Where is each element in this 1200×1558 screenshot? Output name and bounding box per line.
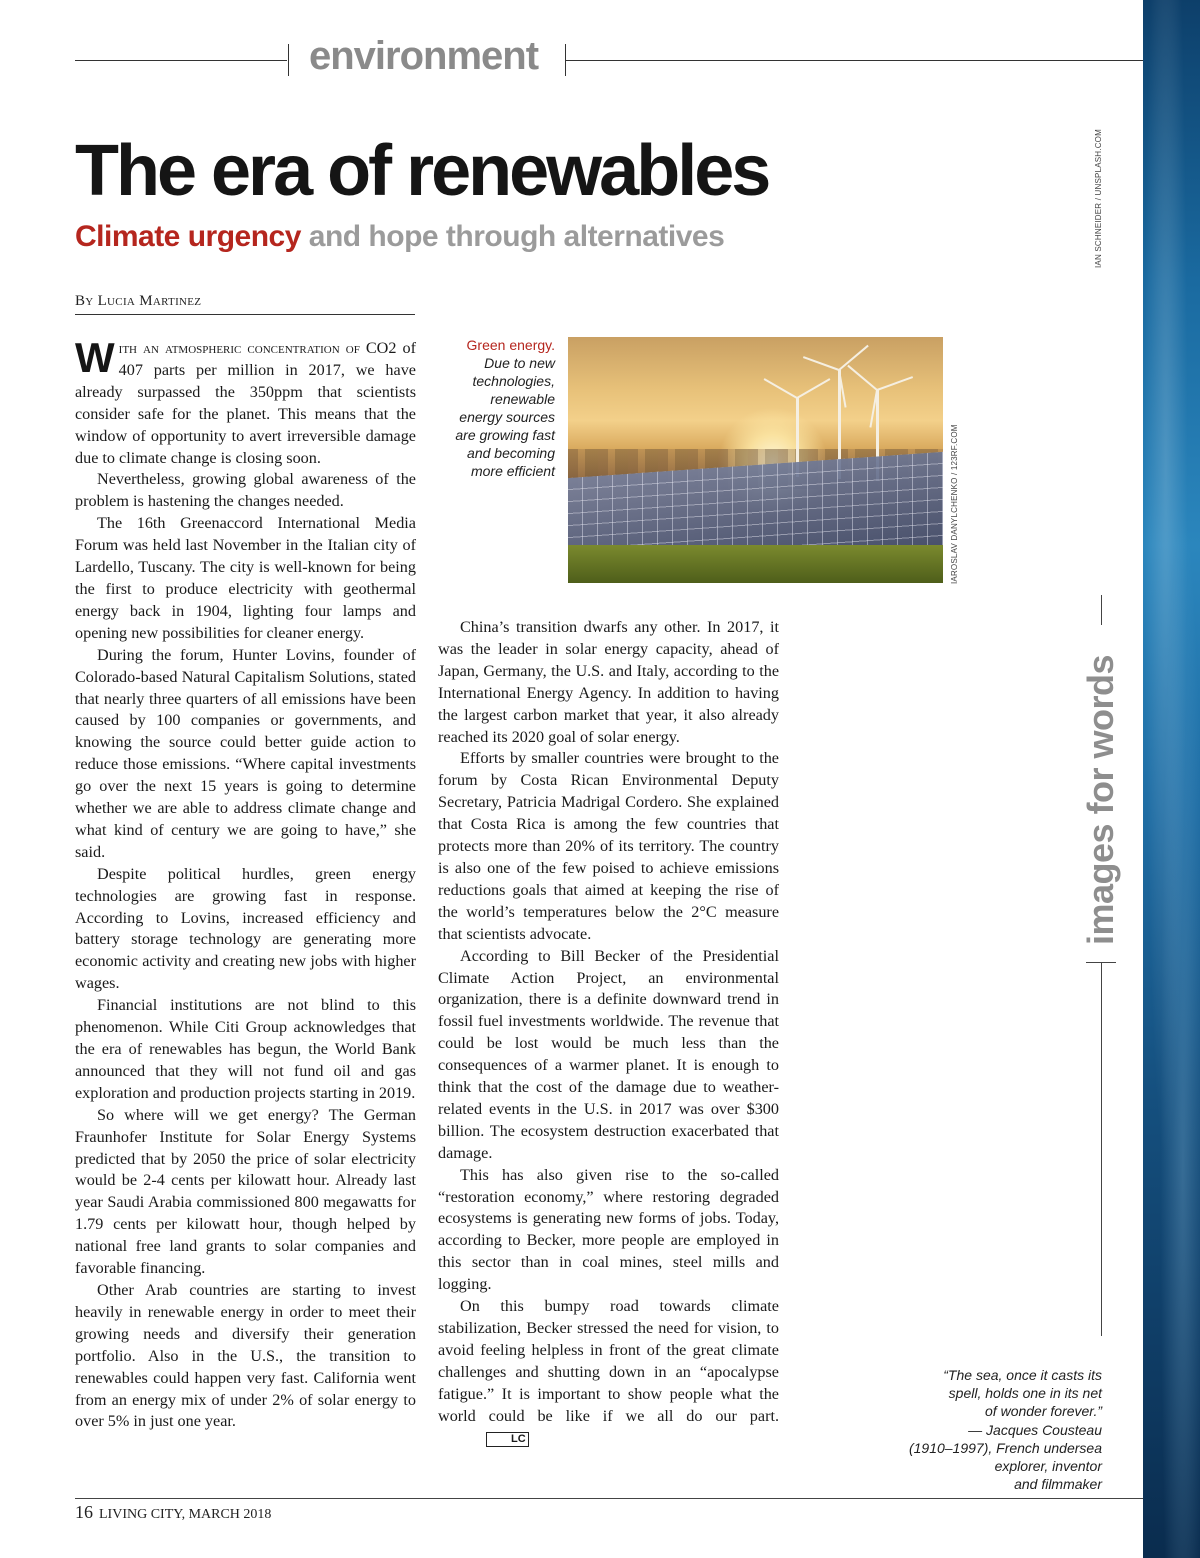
footer-rule	[75, 1498, 1143, 1499]
quote-attribution: (1910–1997), French undersea	[908, 1439, 1102, 1456]
caption-lead: Green energy.	[466, 337, 555, 353]
quote-line: spell, holds one in its net	[948, 1385, 1102, 1402]
article-paragraph: Efforts by smaller countries were brought to the forum by Costa Rican Environmental Deputy Secretary, Patricia Madrigal Cordero. She explained that Costa Rica is among the few countries that protects more than 20% of its territory. The country is also one of the few poised to achieve emissions reductions goals that aimed at keeping the rise of the world’s temperatures below the 2°C measure that scientists advocate.	[438, 749, 779, 943]
article-paragraph	[438, 1296, 779, 1449]
sidebar-rule-bottom	[1101, 962, 1102, 1336]
wind-turbine-blade	[847, 365, 877, 391]
article-paragraph: Despite political hurdles, green energy technologies are growing fast in response. According to Lovins, increased efficiency and battery storage technology are generating more economic activity and creating new jobs with higher wages.	[75, 864, 416, 993]
wind-turbine-blade	[764, 378, 798, 399]
caption-line: Due to new	[484, 355, 555, 371]
publication-line: LIVING CITY, MARCH 2018	[99, 1507, 272, 1522]
grass-field	[568, 545, 943, 583]
article-paragraph: So where will we get energy? The German Fraunhofer Institute for Solar Energy Systems predicted that by 2050 the price of solar electricity would be 2-4 cents per kilowatt hour. Already last year Saudi Arabia commissioned 800 megawatts for 1.79 cents per kilowatt hour, though helped by national free land grants to solar companies and favorable financing.	[75, 1105, 416, 1278]
wind-turbine-blade	[797, 378, 831, 399]
quote-attribution: and filmmaker	[1014, 1476, 1102, 1493]
article-paragraph: Other Arab countries are starting to invest heavily in renewable energy in order to meet their growing needs and diversify their generation portfolio. Also in the U.S., the transition to renewables could happen very fast. California went from an energy mix of under 2% of solar energy to over 5% in just one year.	[75, 1280, 416, 1431]
photo-caption	[438, 336, 555, 480]
quote-attribution: — Jacques Cousteau	[968, 1421, 1102, 1438]
article-paragraph: Nevertheless, growing global awareness of the problem is hastening the changes needed.	[75, 470, 416, 511]
article-column-1	[75, 334, 416, 1433]
caption-line: renewable	[490, 391, 555, 407]
subheadline	[75, 220, 724, 254]
section-tick-left	[288, 44, 289, 76]
caption-line: are growing fast	[455, 427, 555, 443]
article-column-2	[438, 617, 779, 1449]
headline: The era of renewables	[75, 131, 769, 211]
caption-line: technologies,	[472, 373, 555, 389]
article-paragraph: The 16th Greenaccord International Media Forum was held last November in the Italian city of Lardello, Tuscany. The city is well-known for being the first to produce electricity with geothermal energy back in 1904, lighting four lamps and opening new possibilities for cleaner energy.	[75, 514, 416, 642]
caption-line: energy sources	[459, 409, 555, 425]
sidebar-rule-top	[1101, 595, 1102, 625]
article-paragraph: China’s transition dwarfs any other. In 2017, it was the leader in solar energy capacity, ahead of Japan, Germany, the U.S. and Italy, according to the International Energy Agency. In addition to having the largest carbon market that year, it also already reached its 2020 goal of solar energy.	[438, 618, 779, 746]
page-footer	[75, 1502, 271, 1523]
lead-paragraph-text: CO2 of 407 parts per million in 2017, we have already surpassed the 350ppm that scientists consider safe for the planet. This means that the window of opportunity to avert irreversible damage due to climate change is closing soon.	[75, 339, 416, 467]
closing-paragraph-text: On this bumpy road towards climate stabilization, Becker stressed the need for vision, to avoid feeling helpless in front of the great climate challenges and shutting down in an “apocalypse fatigue.” It is important to show people what the world could be like if we all do our part.	[438, 1297, 779, 1425]
article-paragraph: According to Bill Becker of the Presidential Climate Action Project, an environmental organization, there is a definite downward trend in fossil fuel investments worldwide. The revenue that could be lost would be much less than the consequences of a warmer planet. It is enough to think that the cost of the damage due to weather-related events in the U.S. in 2017 was over $300 billion. The ecosystem destruction exacerbated that damage.	[438, 946, 779, 1162]
article-paragraph: This has also given rise to the so-called “restoration economy,” where restoring degraded ecosystems is generating new forms of jobs. Today, according to Becker, more people are employed in this sector than in coal mines, steel mills and logging.	[438, 1165, 779, 1294]
page-number: 16	[75, 1502, 93, 1522]
article-paragraph: Financial institutions are not blind to this phenomenon. While Citi Group acknowledges that the era of renewables has begun, the World Bank announced that they will not fund oil and gas exploration and production projects starting in 2019.	[75, 996, 416, 1102]
wind-turbine-blade	[838, 345, 868, 371]
wind-turbine-blade	[803, 356, 839, 371]
caption-line: and becoming	[467, 445, 555, 461]
quote-line: “The sea, once it casts its	[943, 1367, 1102, 1383]
ocean-photo-strip	[1143, 0, 1200, 1558]
caption-line: more efficient	[470, 463, 555, 479]
article-paragraph: During the forum, Hunter Lovins, founder of Colorado-based Natural Capitalism Solutions, stated that nearly three quarters of all emissions have been caused by 100 companies or governments, and knowing the source could better guide action to reduce those emissions. “Where capital investments go over the next 15 years is going to determine whether we are able to address climate change and what kind of century we are going to have,” she said.	[75, 645, 416, 861]
subhead-rest: and hope through alternatives	[300, 220, 725, 253]
quote-line: of wonder forever.”	[985, 1403, 1102, 1420]
lead-in-smallcaps: ith an atmospheric concentration of	[118, 339, 360, 357]
wind-turbine-blade	[796, 398, 798, 436]
byline: By Lucia Martinez	[75, 293, 415, 315]
solar-photo-credit: IAROSLAV DANYLCHENKO / 123RF.COM	[950, 424, 959, 584]
solar-farm-photo	[568, 337, 943, 583]
cousteau-quote	[870, 1366, 1102, 1493]
article-paragraph	[75, 334, 416, 469]
section-label: environment	[309, 34, 539, 78]
top-photo-credit: IAN SCHNEIDER / UNSPLASH.COM	[1094, 129, 1103, 268]
section-rule-right	[566, 60, 1143, 61]
drop-cap: W	[75, 334, 115, 381]
quote-attribution: explorer, inventor	[994, 1458, 1102, 1475]
subhead-accent: Climate urgency	[75, 220, 301, 253]
living-city-end-mark: LC	[486, 1432, 529, 1447]
section-rule-left	[75, 60, 287, 61]
sidebar-label: images for words	[1080, 654, 1121, 945]
wind-turbine-blade	[877, 376, 913, 391]
